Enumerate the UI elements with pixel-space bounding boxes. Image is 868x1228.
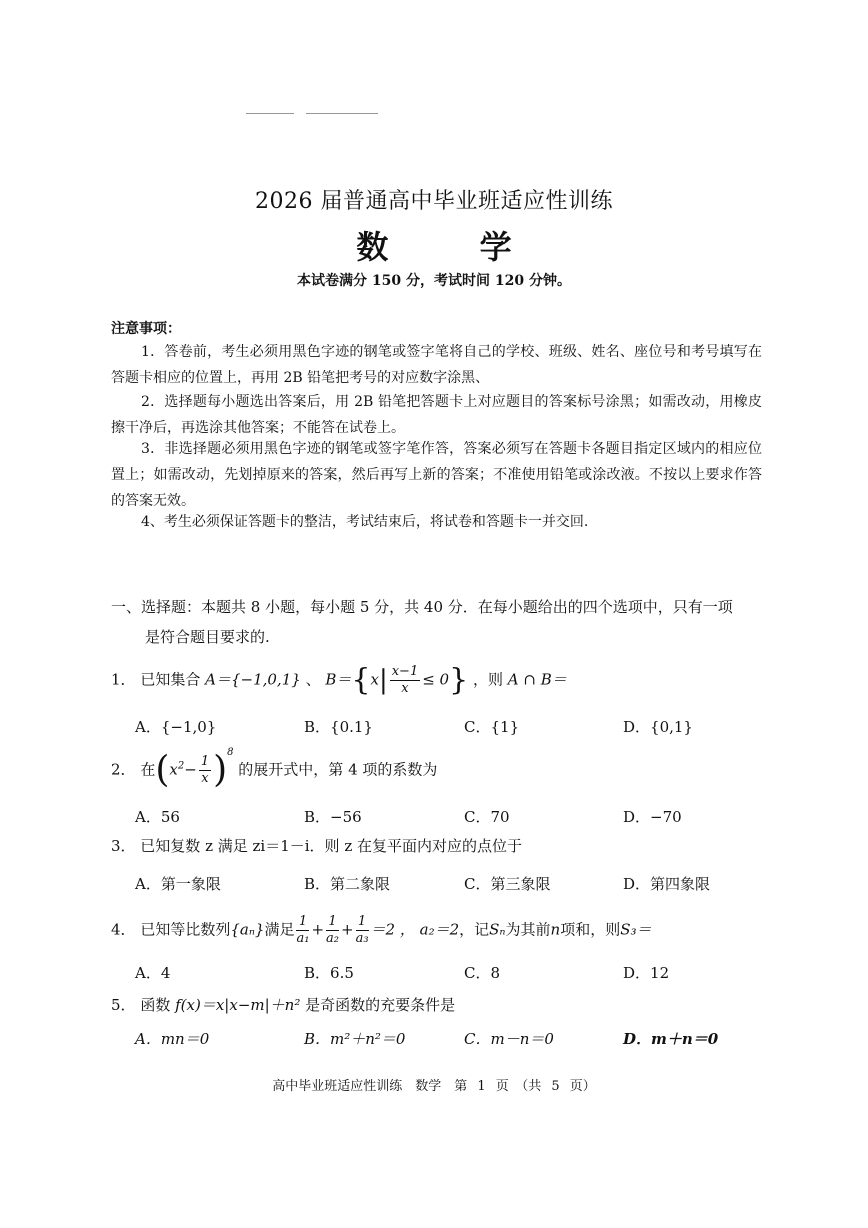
fraction-numerator: 1: [356, 914, 369, 931]
question-number: 5．: [111, 996, 136, 1014]
question-stem-d: 为其前: [505, 920, 551, 939]
q2-option-c: C．70: [464, 808, 510, 826]
sn-symbol: Sₙ: [489, 920, 506, 939]
fraction: [390, 664, 421, 697]
q3-option-d: D．第四象限: [623, 875, 711, 893]
left-brace: {: [351, 662, 371, 698]
exam-info: 本试卷满分 150 分，考试时间 120 分钟。: [297, 273, 571, 289]
question-number: 2．: [111, 760, 136, 779]
right-paren: ): [213, 749, 228, 791]
q3-option-b: B．第二象限: [304, 875, 391, 893]
q1-option-c: C．{1}: [464, 718, 520, 736]
q4-option-a: A．4: [135, 964, 171, 982]
exam-title: 2026 届普通高中毕业班适应性训练: [255, 189, 613, 214]
top-rule-left: [246, 113, 294, 115]
fraction-denominator: a₁: [296, 931, 310, 946]
fraction-denominator: x: [201, 771, 209, 786]
q5-option-c: C．m－n＝0: [464, 1030, 554, 1048]
question-3: 3． 已知复数 z 满足 zi＝1－i．则 z 在复平面内对应的点位于: [111, 837, 523, 855]
q5-option-d: D．m＋n＝0: [623, 1030, 719, 1048]
notice-heading: 注意事项：: [111, 321, 181, 337]
notice-item-3: 3．非选择题必须用黑色字迹的钢笔或签字笔作答，答案必须写在答题卡各题目指定区域内的相应位置上；如需改动，先划掉原来的答案，然后再写上新的答案；不准使用铅笔或涂改液。不按以上要求作答的答案无效。: [111, 441, 762, 509]
question-stem-b: 是奇函数的充要条件是: [305, 996, 456, 1014]
question-5: [111, 993, 455, 1017]
set-b-prefix: B＝: [325, 670, 352, 689]
q2-option-a: A．56: [135, 808, 180, 826]
notice-item-1: 1．答卷前，考生必须用黑色字迹的钢笔或签字笔将自己的学校、班级、姓名、座位号和考号填写在答题卡相应的位置上，再用 2B 铅笔把考号的对应数字涂黑、: [111, 344, 762, 386]
s3-symbol: S₃＝: [620, 920, 652, 939]
q1-option-a: A．{−1,0}: [135, 718, 217, 736]
question-2: [111, 746, 438, 791]
fraction: [199, 754, 211, 787]
fraction-numerator: 1: [200, 754, 210, 769]
set-b-var: x: [370, 670, 379, 689]
right-brace: }: [449, 662, 469, 698]
page-footer: 高中毕业班适应性训练 数学 第 1 页 （共 5 页）: [272, 1079, 596, 1094]
question-stem-e: 项和，则: [560, 920, 621, 939]
fraction-numerator: 1: [296, 914, 309, 931]
fraction-numerator: x−1: [391, 664, 419, 679]
q4-option-c: C．8: [464, 964, 501, 982]
question-stem-b: 的展开式中，第 4 项的系数为: [238, 760, 438, 779]
fraction-numerator: 1: [326, 914, 339, 931]
subject-heading: 数 学: [356, 228, 552, 266]
target-expression: A ∩ B＝: [507, 670, 567, 689]
function-expression: f(x)＝x|x−m|＋n²: [175, 996, 301, 1014]
section-heading-line2: 是符合题目要求的.: [145, 628, 270, 646]
q2-option-d: D．−70: [623, 808, 682, 826]
top-rule-right: [306, 113, 378, 115]
q5-option-b: B．m²＋n²＝0: [304, 1030, 406, 1048]
q2-option-b: B．−56: [304, 808, 362, 826]
n-symbol: n: [550, 920, 561, 939]
question-4: 4． 已知等比数列{aₙ}满足 $\frac{1}{\text{a₁}}$ + $\frac{1}{\text{a₂}}$ + $\frac{1}{\text{a₃}}$ ＝2 ， a₂＝2，记Sₙ为其前n项和，则S₃＝: [111, 914, 652, 946]
sequence: {aₙ}: [230, 920, 265, 939]
question-stem: 函数: [140, 996, 171, 1014]
vertical-bar: |: [378, 665, 388, 696]
separator: 、: [305, 670, 321, 689]
set-a: A＝{−1,0,1}: [205, 670, 301, 689]
fraction-3: [356, 914, 369, 947]
a2-value: a₂＝2: [419, 920, 460, 939]
question-number: 1．: [111, 670, 136, 689]
notice-item-2: 2．选择题每小题选出答案后，用 2B 铅笔把答题卡上对应题目的答案标号涂黑；如需改动，用橡皮擦干净后，再选涂其他答案；不能答在试卷上。: [111, 394, 762, 436]
fraction-2: [326, 914, 339, 947]
q1-option-b: B．{0.1}: [304, 718, 373, 736]
question-number: 4．: [111, 920, 136, 939]
q4-option-d: D．12: [623, 964, 670, 982]
q1-option-d: D．{0,1}: [623, 718, 693, 736]
section-heading-line1: 一、选择题：本题共 8 小题，每小题 5 分，共 40 分．在每小题给出的四个选项中，只有一项: [111, 598, 733, 616]
question-stem-c: ，记: [459, 920, 490, 939]
question-1: [111, 664, 567, 697]
fraction-denominator: a₃: [355, 931, 369, 946]
question-stem-b: 满足: [264, 920, 295, 939]
question-stem: 在: [140, 760, 156, 779]
q3-option-a: A．第一象限: [135, 875, 221, 893]
question-stem: 已知等比数列: [140, 920, 231, 939]
fraction-denominator: x: [401, 681, 409, 696]
fraction-denominator: a₂: [326, 931, 339, 946]
q3-option-c: C．第三象限: [464, 875, 551, 893]
base-exponent: 2: [177, 760, 185, 772]
notice-item-4: 4、考生必须保证答题卡的整洁，考试结束后，将试卷和答题卡一并交回.: [141, 514, 589, 530]
q4-option-b: B．6.5: [304, 964, 354, 982]
equation-rest: ＝2 ，: [370, 920, 415, 939]
set-b-condition: ≤ 0: [422, 670, 450, 689]
fraction-1: [296, 914, 309, 947]
power: 8: [227, 746, 234, 758]
section-heading: [111, 592, 766, 652]
question-stem-b: ，则: [472, 670, 503, 689]
left-paren: (: [155, 749, 170, 791]
minus-sign: −: [184, 760, 197, 779]
q5-option-a: A．mn＝0: [135, 1030, 210, 1048]
question-stem: 已知集合: [140, 670, 201, 689]
base-term: x: [169, 760, 178, 779]
